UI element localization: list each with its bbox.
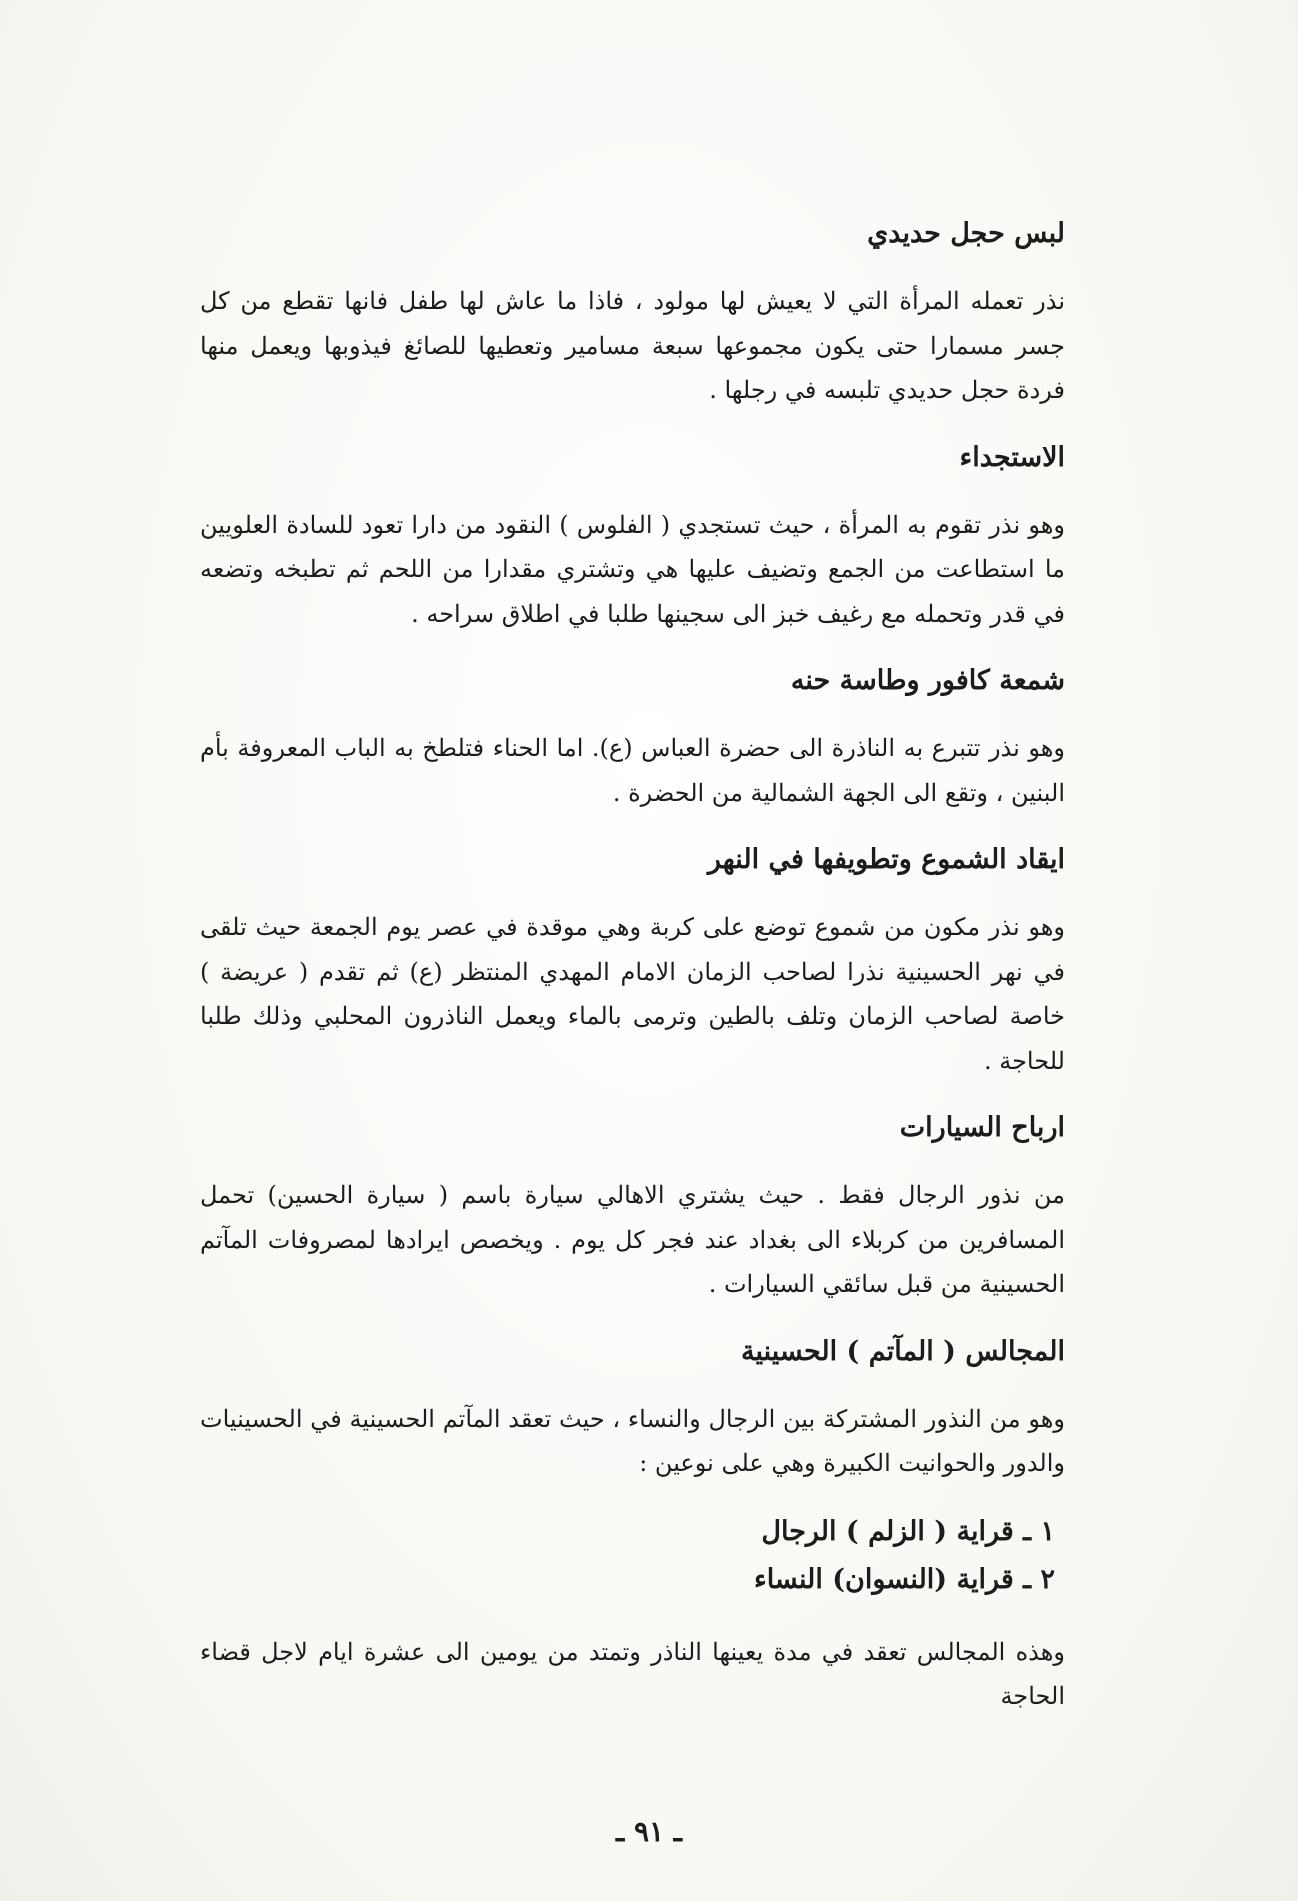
section-body: نذر تعمله المرأة التي لا يعيش لها مولود ، فاذا ما عاش لها طفل فانها تقطع من كل جسر مسمارا حتى يكون مجموعها سبعة مسامير وتعطيها للصائغ فيذوبها ويعمل منها فردة حجل حديدي تلبسه في رجلها . [200,287,1065,404]
section-body: وهو نذر تقوم به المرأة ، حيث تستجدي ( الفلوس ) النقود من دارا تعود للسادة العلويين ما استطاعت من الجمع وتضيف عليها هي وتشتري مقدارا من اللحم ثم تطبخه وتضعه في قدر وتحمله مع رغيف خبز الى سجينها طلبا في اطلاق سراحه . [200,510,1065,628]
section-iron-anklet [200,215,1065,413]
section-camphor-candle [200,662,1065,815]
section-heading: الاستجداء [959,441,1065,473]
section-body: وهو نذر مكون من شموع توضع على كربة وهي موقدة في عصر يوم الجمعة حيث تلقى في نهر الحسينية نذرا لصاحب الزمان الامام المهدي المنتظر (ع) ثم تقدم ( عريضة ) خاصة لصاحب الزمان وتلف بالطين وترمى بالماء ويعمل الناذرون المحلبي وذلك طلبا للحاجة . [200,913,1065,1075]
section-body: وهو نذر تتبرع به الناذرة الى حضرة العباس (ع). اما الحناء فتلطخ به الباب المعروفة بأم البنين ، وتقع الى الجهة الشمالية من الحضرة . [200,734,1065,807]
section-heading: ايقاد الشموع وتطويفها في النهر [707,844,1065,875]
list-item: ٢ ـ قراية (النسوان) النساء [754,1563,1055,1595]
section-heading: المجالس ( المآتم ) الحسينية [741,1335,1065,1367]
page-number: ـ ٩١ ـ [616,1815,682,1848]
section-floating-candles [200,841,1065,1083]
section-heading: ارباح السيارات [899,1112,1065,1143]
section-begging [200,439,1065,637]
closing-paragraph: وهذه المجالس تعقد في مدة يعينها الناذر وتمتد من يومين الى عشرة ايام لاجل قضاء الحاجة [200,1637,1065,1710]
list-item: ١ ـ قراية ( الزلم ) الرجال [761,1515,1055,1547]
section-body: من نذور الرجال فقط . حيث يشتري الاهالي سيارة باسم ( سيارة الحسين) تحمل المسافرين من كربلاء الى بغداد عند فجر كل يوم . ويخصص ايرادها لمصروفات المآتم الحسينية من قبل سائقي السيارات . [200,1181,1065,1298]
section-body: وهو من النذور المشتركة بين الرجال والنساء ، حيث تعقد المآتم الحسينية في الحسينيات والدور والحوانيت الكبيرة وهي على نوعين : [200,1404,1065,1477]
section-husseini-gatherings [200,1333,1065,1486]
section-car-profits [200,1109,1065,1307]
gathering-types-list [200,1512,1065,1600]
page-content [200,215,1065,1745]
section-heading: لبس حجل حديدي [867,218,1065,249]
section-heading: شمعة كافور وطاسة حنه [790,665,1065,696]
